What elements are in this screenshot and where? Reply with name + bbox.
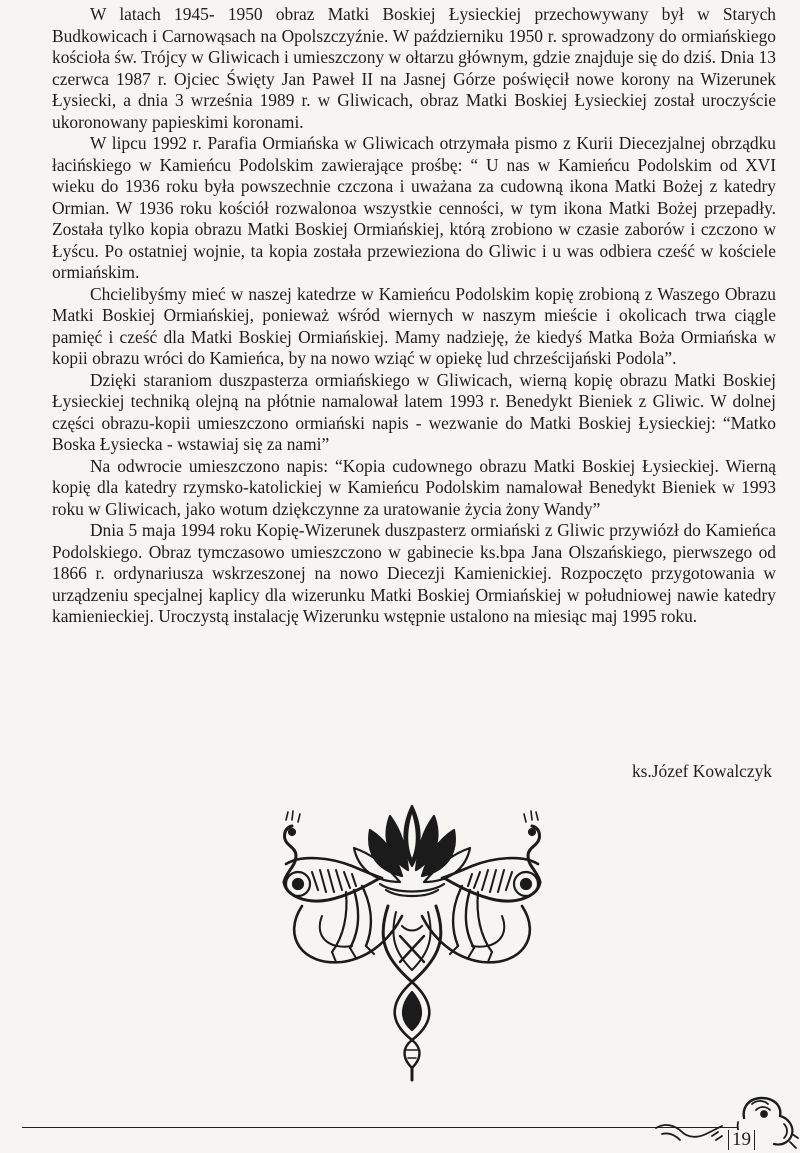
footer-rule bbox=[22, 1127, 738, 1128]
paragraph-2: W lipcu 1992 r. Parafia Ormiańska w Gliwicach otrzymała pismo z Kurii Diecezjalnej obrządku łacińskiego w Kamieńcu Podolskim zawierające prośbę: “ U nas w Kamieńcu Podolskim od XVI wieku do 1936 roku była powszechnie czczona i uważana za cudowną ikona Matki Bożej z katedry Ormian. W 1936 roku kościół rozwalonoa wszystkie cenności, w tym ikona Matki Bożej przepadły. Została tylko kopia obrazu Matki Boskiej Ormiańskiej, którą zrobiono w czasie zaborów i czczono w Łyścu. Po ostatniej wojnie, ta kopia została przewieziona do Gliwic i u was odbiera cześć w kościele ormiańskim. bbox=[52, 133, 776, 282]
body-text bbox=[52, 4, 776, 628]
paragraph-5: Na odwrocie umieszczono napis: “Kopia cudownego obrazu Matki Boskiej Łysieckiej. Wierną kopię dla katedry rzymsko-katolickiej w Kamieńcu Podolskim namalował Benedykt Bieniek w 1993 roku w Gliwicach, jako wotum dziękczynne za uratowanie życia żony Wandy” bbox=[52, 455, 776, 519]
paragraph-3: Chcielibyśmy mieć w naszej katedrze w Kamieńcu Podolskim kopię zrobioną z Waszego Obrazu Matki Boskiej Ormiańskiej, ponieważ wśród wiernych w naszym mieście i okolicach trwa ciągle pamięć i cześć dla Matki Boskiej Ormiańskiej. Mamy nadzieję, że kiedyś Matka Boża Ormiańska w kopii obrazu wróci do Kamieńca, by na nowo wziąć w opiekę lud chrześcijański Podola”. bbox=[52, 283, 776, 368]
author-signature: ks.Józef Kowalczyk bbox=[631, 761, 772, 781]
paragraph-1: W latach 1945- 1950 obraz Matki Boskiej Łysieckiej przechowywany był w Starych Budkowicach i Carnowąsach na Opolszczyźnie. W październiku 1950 r. sprowadzony do ormiańskiego kościoła św. Trójcy w Gliwicach i umieszczony w ołtarzu głównym, gdzie znajduje się do dziś. Dnia 13 czerwca 1987 r. Ojciec Święty Jan Paweł II na Jasnej Górze poświęcił nowe korony na Wizerunek Łysiecki, a dnia 3 września 1989 r. w Gliwicach, obraz Matki Boskiej Łysieckiej został uroczyście ukoronowany papieskimi koronami. bbox=[52, 4, 776, 132]
peacock-lotus-ornament-icon bbox=[262, 786, 562, 1086]
left-peacock-icon bbox=[284, 811, 382, 962]
paragraph-6: Dnia 5 maja 1994 roku Kopię-Wizerunek duszpasterz ormiański z Gliwic przywiózł do Kamieńca Podolskiego. Obraz tymczasowo umieszczono w gabinecie ks.bpa Jana Olszańskiego, pierwszego od 1866 r. ordynariusza wskrzeszonej na nowo Diecezji Kamienickiej. Rozpoczęto przygotowania w urządzeniu specjalnej kaplicy dla wizerunku Matki Boskiej Ormiańskiej w południowej nawie katedry kamienieckiej. Uroczystą instalację Wizerunku wstępnie ustalono na miesiąc maj 1995 roku. bbox=[52, 520, 776, 626]
right-peacock-icon bbox=[442, 811, 540, 962]
interlace-scroll-icon bbox=[294, 906, 530, 1080]
footer-dragon-ornament-icon bbox=[652, 1088, 800, 1153]
paragraph-4: Dzięki staraniom duszpasterza ormiańskiego w Gliwicach, wierną kopię obrazu Matki Boskiej Łysieckiej techniką olejną na płótnie namalował latem 1993 r. Benedykt Bieniek z Gliwic. W dolnej części obrazu-kopii umieszczono ormiański napis - wezwanie do Matki Boskiej Łysieckiej: “Matko Boska Łysiecka - wstawiaj się za nami” bbox=[52, 369, 776, 454]
page-number: 19 bbox=[728, 1130, 755, 1150]
